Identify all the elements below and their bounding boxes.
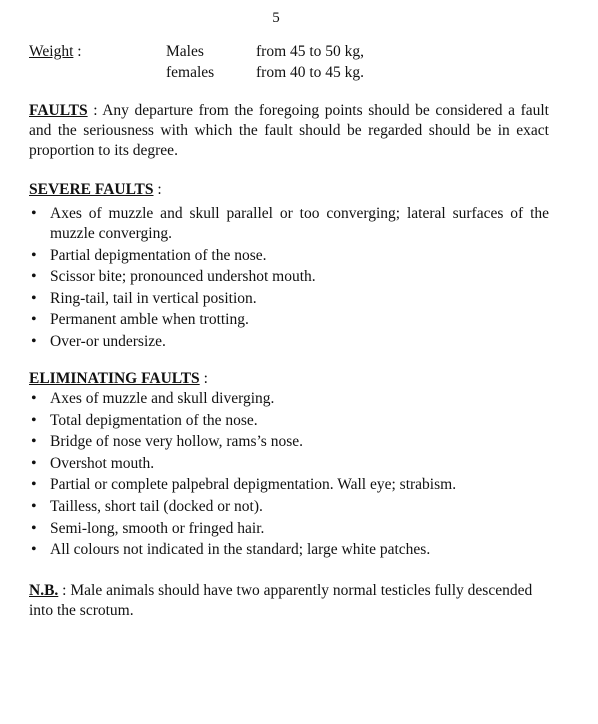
weight-range-females: from 40 to 45 kg. — [256, 64, 365, 81]
eliminating-faults-heading: ELIMINATING FAULTS — [29, 370, 200, 387]
list-item: • Partial depigmentation of the nose. — [29, 246, 549, 266]
list-item: • Axes of muzzle and skull diverging. — [29, 389, 549, 409]
list-item: • Overshot mouth. — [29, 454, 549, 474]
list-item: • Partial or complete palpebral depigmentation. Wall eye; strabism. — [29, 475, 549, 495]
nb-heading: N.B. — [29, 582, 59, 599]
weight-colon: : — [73, 43, 82, 60]
list-item: • Axes of muzzle and skull parallel or too converging; lateral surfaces of the muzzle converging. — [29, 204, 549, 244]
list-item: • Bridge of nose very hollow, rams’s nose. — [29, 432, 549, 452]
weight-range-males: from 45 to 50 kg, — [256, 43, 365, 60]
faults-text: : Any departure from the foregoing points should be considered a fault and the seriousness with which the fault should be regarded should be in exact proportion to its degree. — [29, 102, 549, 159]
weight-label: Weight — [29, 43, 74, 60]
list-item: • Total depigmentation of the nose. — [29, 411, 549, 431]
list-item: • Permanent amble when trotting. — [29, 310, 549, 330]
severe-faults-heading-line — [29, 180, 162, 200]
nb-paragraph — [29, 581, 549, 621]
list-item: • All colours not indicated in the standard; large white patches. — [29, 540, 549, 560]
faults-heading: FAULTS — [29, 102, 88, 119]
list-item: • Ring-tail, tail in vertical position. — [29, 289, 549, 309]
weight-sex-males: Males — [166, 43, 204, 60]
list-item: • Tailless, short tail (docked or not). — [29, 497, 549, 517]
list-item: • Semi-long, smooth or fringed hair. — [29, 519, 549, 539]
list-item: • Scissor bite; pronounced undershot mouth. — [29, 267, 549, 287]
severe-faults-list — [29, 204, 549, 354]
weight-row-males — [29, 42, 569, 63]
faults-paragraph — [29, 101, 549, 161]
eliminating-faults-colon: : — [199, 370, 208, 387]
severe-faults-heading: SEVERE FAULTS — [29, 181, 154, 198]
severe-faults-colon: : — [153, 181, 162, 198]
list-item: • Over-or undersize. — [29, 332, 549, 352]
weight-label-cell — [29, 42, 166, 63]
weight-section — [29, 42, 569, 84]
nb-text: : Male animals should have two apparently normal testicles fully descended into the scrotum. — [29, 582, 533, 619]
eliminating-faults-list — [29, 389, 549, 562]
weight-sex-females: females — [166, 64, 215, 81]
eliminating-faults-heading-line — [29, 369, 208, 389]
page-number: 5 — [272, 10, 280, 26]
weight-row-females — [29, 63, 569, 84]
